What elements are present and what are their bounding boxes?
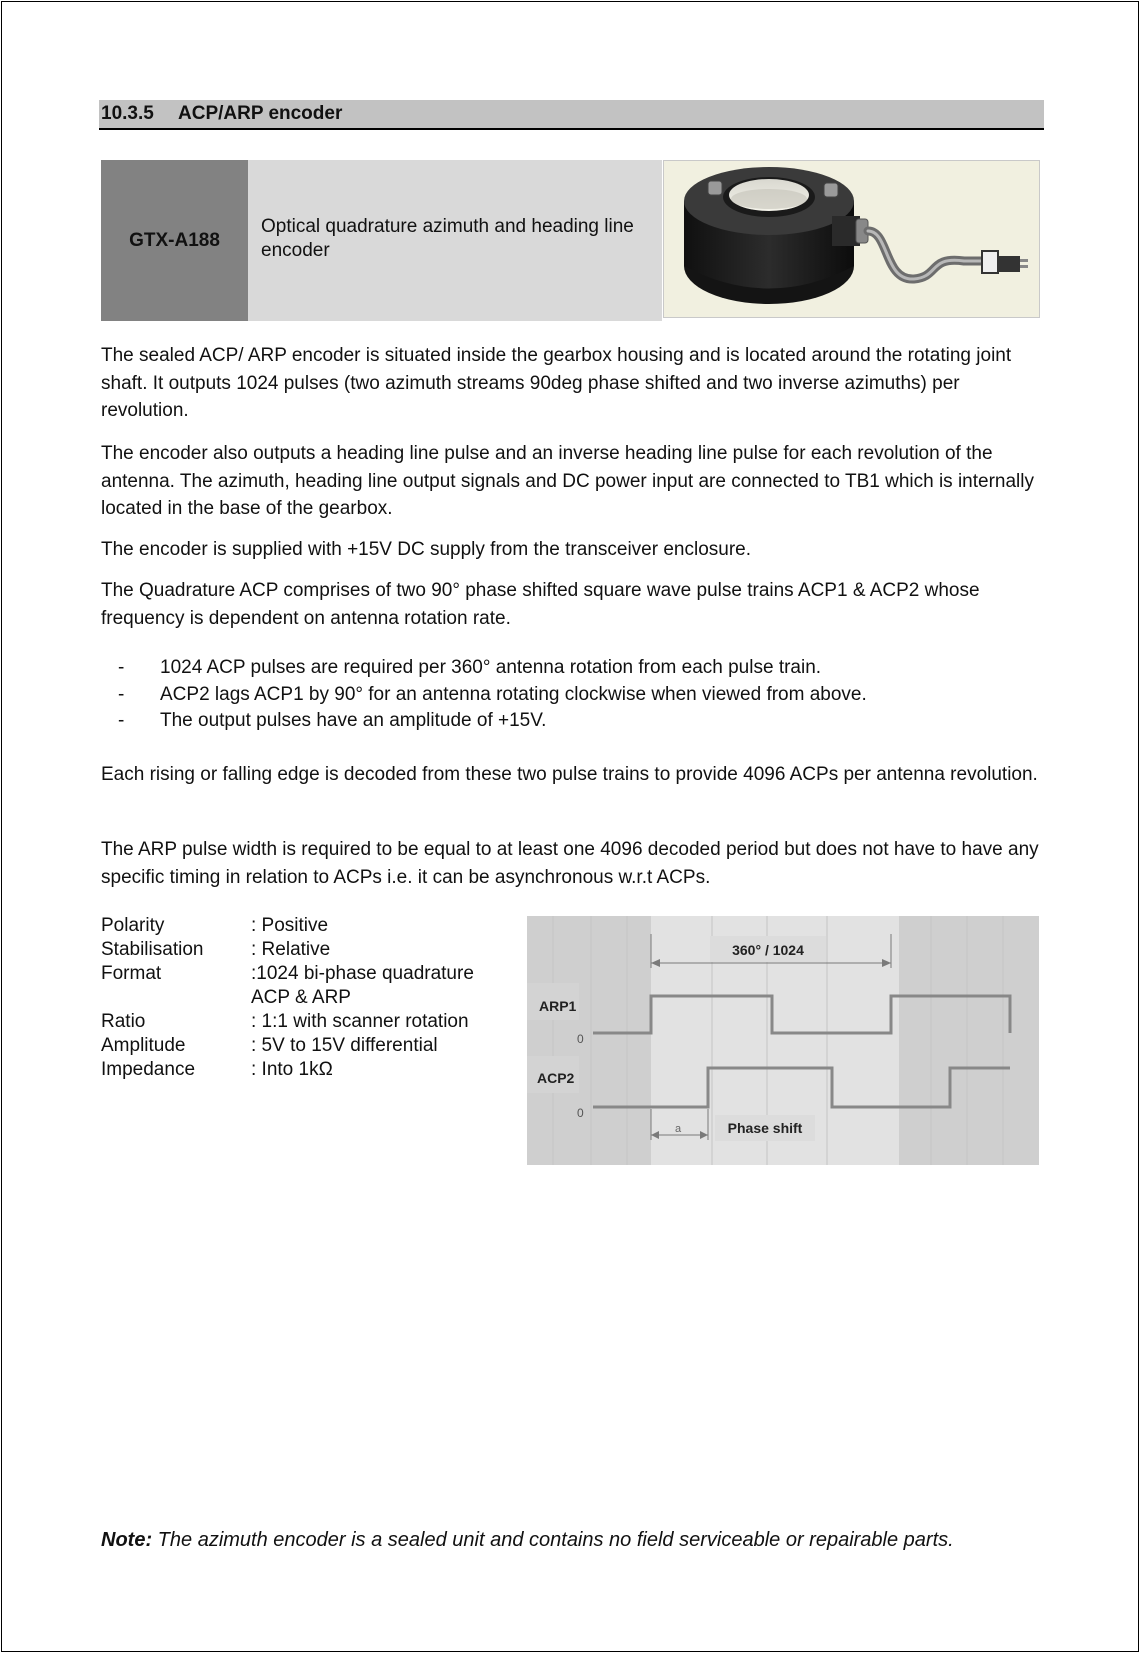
spec-value: :1024 bi-phase quadrature ACP & ARP	[251, 963, 474, 1008]
section-number: 10.3.5	[101, 103, 154, 124]
spec-row	[101, 962, 521, 1010]
product-table	[101, 160, 1040, 321]
paragraph: The encoder is supplied with +15V DC supply from the transceiver enclosure.	[101, 539, 752, 560]
spec-row	[101, 938, 521, 962]
note	[101, 1529, 954, 1552]
bullet-list	[101, 655, 1046, 735]
trace-label-arp1: ARP1	[539, 998, 577, 1014]
list-item: - 1024 ACP pulses are required per 360° antenna rotation from each pulse train.	[118, 657, 822, 678]
spec-label: Polarity	[101, 915, 165, 936]
spec-row	[101, 1010, 521, 1034]
list-item: - ACP2 lags ACP1 by 90° for an antenna rotating clockwise when viewed from above.	[118, 683, 867, 705]
spec-list	[101, 914, 521, 1082]
paragraph: Each rising or falling edge is decoded from these two pulse trains to provide 4096 ACPs per antenna revolution.	[101, 764, 1038, 785]
paragraph: The sealed ACP/ ARP encoder is situated inside the gearbox housing and is located around the rotating joint shaft. It outputs 1024 pulses (two azimuth streams 90deg phase shifted and two inverse azimuths) per revolution.	[101, 345, 1012, 421]
timing-diagram	[527, 916, 1039, 1165]
spec-value: : Into 1kΩ	[251, 1059, 333, 1080]
spec-row	[101, 1058, 521, 1082]
encoder-photo	[663, 160, 1040, 318]
spec-label: Stabilisation	[101, 939, 204, 960]
spec-value: : Positive	[251, 915, 329, 936]
spec-row	[101, 914, 521, 938]
spec-value: : 5V to 15V differential	[251, 1035, 438, 1056]
list-item: - The output pulses have an amplitude of +15V.	[118, 710, 547, 731]
product-description: Optical quadrature azimuth and heading line encoder	[248, 160, 662, 321]
paragraph: The Quadrature ACP comprises of two 90° phase shifted square wave pulse trains ACP1 & ACP2 whose frequency is dependent on antenna rotation rate.	[101, 580, 980, 629]
spec-label: Ratio	[101, 1011, 146, 1032]
trace-label-acp2: ACP2	[537, 1070, 575, 1086]
spec-label: Impedance	[101, 1059, 196, 1080]
period-label: 360° / 1024	[732, 942, 804, 958]
note-prefix: Note:	[101, 1529, 153, 1551]
section-title: ACP/ARP encoder	[178, 103, 343, 124]
spec-value: : 1:1 with scanner rotation	[251, 1011, 469, 1032]
paragraph: The ARP pulse width is required to be equal to at least one 4096 decoded period but does not have to have any specific timing in relation to ACPs i.e. it can be asynchronous w.r.t ACPs.	[101, 839, 1039, 888]
section-heading	[99, 100, 1044, 130]
rotary-encoder-icon	[664, 161, 1039, 317]
timing-diagram-svg	[527, 916, 1039, 1165]
spec-value: : Relative	[251, 939, 331, 960]
phase-shift-label: Phase shift	[727, 1120, 803, 1136]
zero-label: 0	[577, 1032, 584, 1046]
spec-label: Amplitude	[101, 1035, 186, 1056]
note-text: The azimuth encoder is a sealed unit and contains no field serviceable or repairable parts.	[157, 1529, 954, 1551]
zero-label: 0	[577, 1106, 584, 1120]
spec-label: Format	[101, 963, 162, 984]
phase-shift-marker: a	[674, 1123, 682, 1135]
paragraph: The encoder also outputs a heading line pulse and an inverse heading line pulse for each revolution of the antenna. The azimuth, heading line output signals and DC power input are connected to TB1 which is internally located in the base of the gearbox.	[101, 443, 1034, 519]
product-code: GTX-A188	[101, 160, 248, 321]
spec-row	[101, 1034, 521, 1058]
